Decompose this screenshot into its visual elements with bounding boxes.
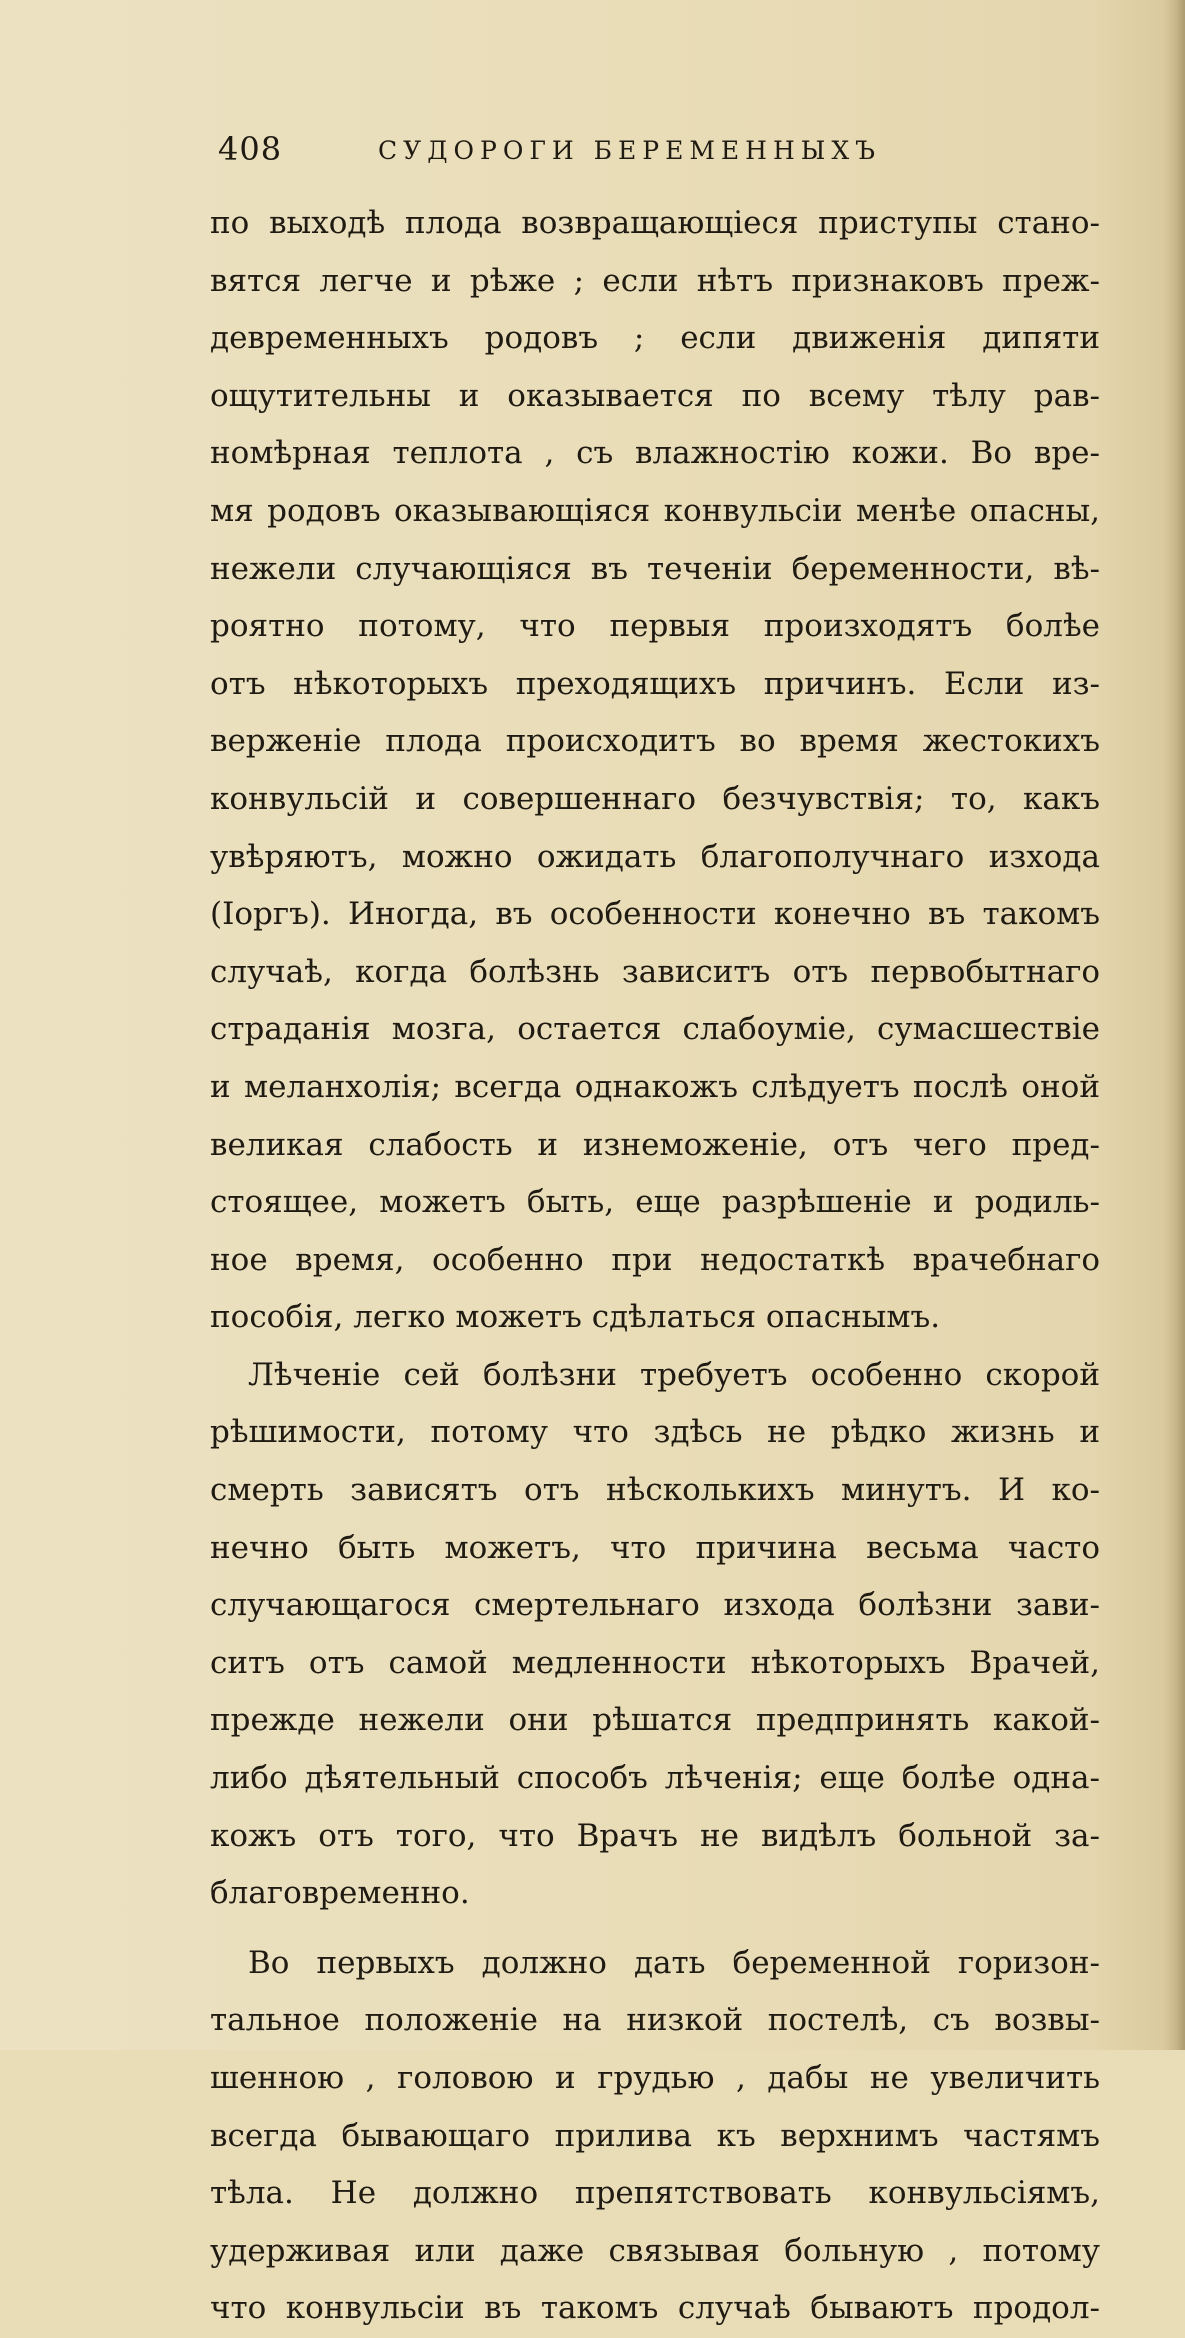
text-line: тальное положеніе на низкой постелѣ, съ возвы- — [210, 2002, 1100, 2039]
page-number: 408 — [218, 130, 283, 168]
text-line: ное время, особенно при недостаткѣ врачебнаго — [210, 1241, 1100, 1278]
text-line: мя родовъ оказывающіяся конвульсіи менѣе опасны, — [210, 492, 1100, 529]
text-line: пособія, легко можетъ сдѣлаться опаснымъ. — [210, 1299, 941, 1336]
page-header — [218, 130, 938, 170]
text-line: стоящее, можетъ быть, еще разрѣшеніе и родиль- — [210, 1184, 1100, 1221]
text-line: либо дѣятельный способъ лѣченія; еще болѣе одна- — [210, 1760, 1100, 1797]
page-edge-shadow — [1163, 0, 1185, 2050]
text-line: вятся легче и рѣже ; если нѣтъ признаковъ преж- — [210, 262, 1100, 299]
paragraph-gap — [210, 1923, 1100, 1935]
text-line: страданія мозга, остается слабоуміе, сумасшествіе — [210, 1011, 1100, 1048]
text-line: прежде нежели они рѣшатся предпринять какой- — [210, 1702, 1100, 1739]
text-line: нечно быть можетъ, что причина весьма часто — [210, 1529, 1100, 1566]
text-line: Лѣченіе сей болѣзни требуетъ особенно скорой — [248, 1356, 1100, 1393]
text-line: шенною , головою и грудью , дабы не увеличить — [210, 2060, 1100, 2096]
text-line: увѣряютъ, можно ожидать благополучнаго изхода — [210, 838, 1100, 875]
text-line: верженіе плода происходитъ во время жестокихъ — [210, 723, 1100, 760]
text-line: конвульсій и совершеннаго безчувствія; то, какъ — [210, 780, 1100, 817]
text-line: что конвульсіи въ такомъ случаѣ бываютъ продол- — [210, 2290, 1100, 2327]
text-line: ситъ отъ самой медленности нѣкоторыхъ Врачей, — [210, 1644, 1100, 1681]
text-line: всегда бывающаго прилива къ верхнимъ частямъ — [210, 2117, 1100, 2154]
text-line: великая слабость и изнеможеніе, отъ чего пред- — [210, 1126, 1100, 1163]
text-line: отъ нѣкоторыхъ преходящихъ причинъ. Если из- — [210, 665, 1100, 702]
running-head: СУДОРОГИ БЕРЕМЕННЫХЪ — [378, 136, 882, 165]
text-line: по выходѣ плода возвращающіеся приступы стано- — [210, 205, 1100, 241]
text-line: номѣрная теплота , съ влажностію кожи. Во вре- — [210, 435, 1100, 472]
text-line: девременныхъ родовъ ; если движенія дипяти — [210, 320, 1100, 357]
text-line: нежели случающіяся въ теченіи беременности, вѣ- — [210, 550, 1100, 587]
paragraph-3 — [210, 1935, 1100, 2338]
text-line: случающагося смертельнаго изхода болѣзни зави- — [210, 1587, 1100, 1624]
text-line: Во первыхъ должно дать беременной горизон- — [248, 1944, 1100, 1981]
text-line: удерживая или даже связывая больную , потому — [210, 2232, 1100, 2269]
text-line: рѣшимости, потому что здѣсь не рѣдко жизнь и — [210, 1414, 1100, 1451]
text-line: тѣла. Не должно препятствовать конвульсіямъ, — [210, 2175, 1100, 2212]
text-line: ощутительны и оказывается по всему тѣлу рав- — [210, 377, 1100, 414]
text-line: роятно потому, что первыя произходятъ болѣе — [210, 608, 1100, 645]
paragraph-1 — [210, 195, 1100, 1347]
body-text — [210, 195, 1100, 2338]
text-line: случаѣ, когда болѣзнь зависитъ отъ первобытнаго — [210, 953, 1100, 990]
paragraph-2 — [210, 1347, 1100, 1923]
text-line: смерть зависятъ отъ нѣсколькихъ минутъ. И ко- — [210, 1472, 1100, 1509]
text-line: (Іоргъ). Иногда, въ особенности конечно въ такомъ — [210, 896, 1100, 933]
text-line: и меланхолія; всегда однакожъ слѣдуетъ послѣ оной — [210, 1068, 1100, 1105]
text-line: кожъ отъ того, что Врачъ не видѣлъ больной за- — [210, 1817, 1100, 1854]
text-line: благовременно. — [210, 1875, 470, 1912]
